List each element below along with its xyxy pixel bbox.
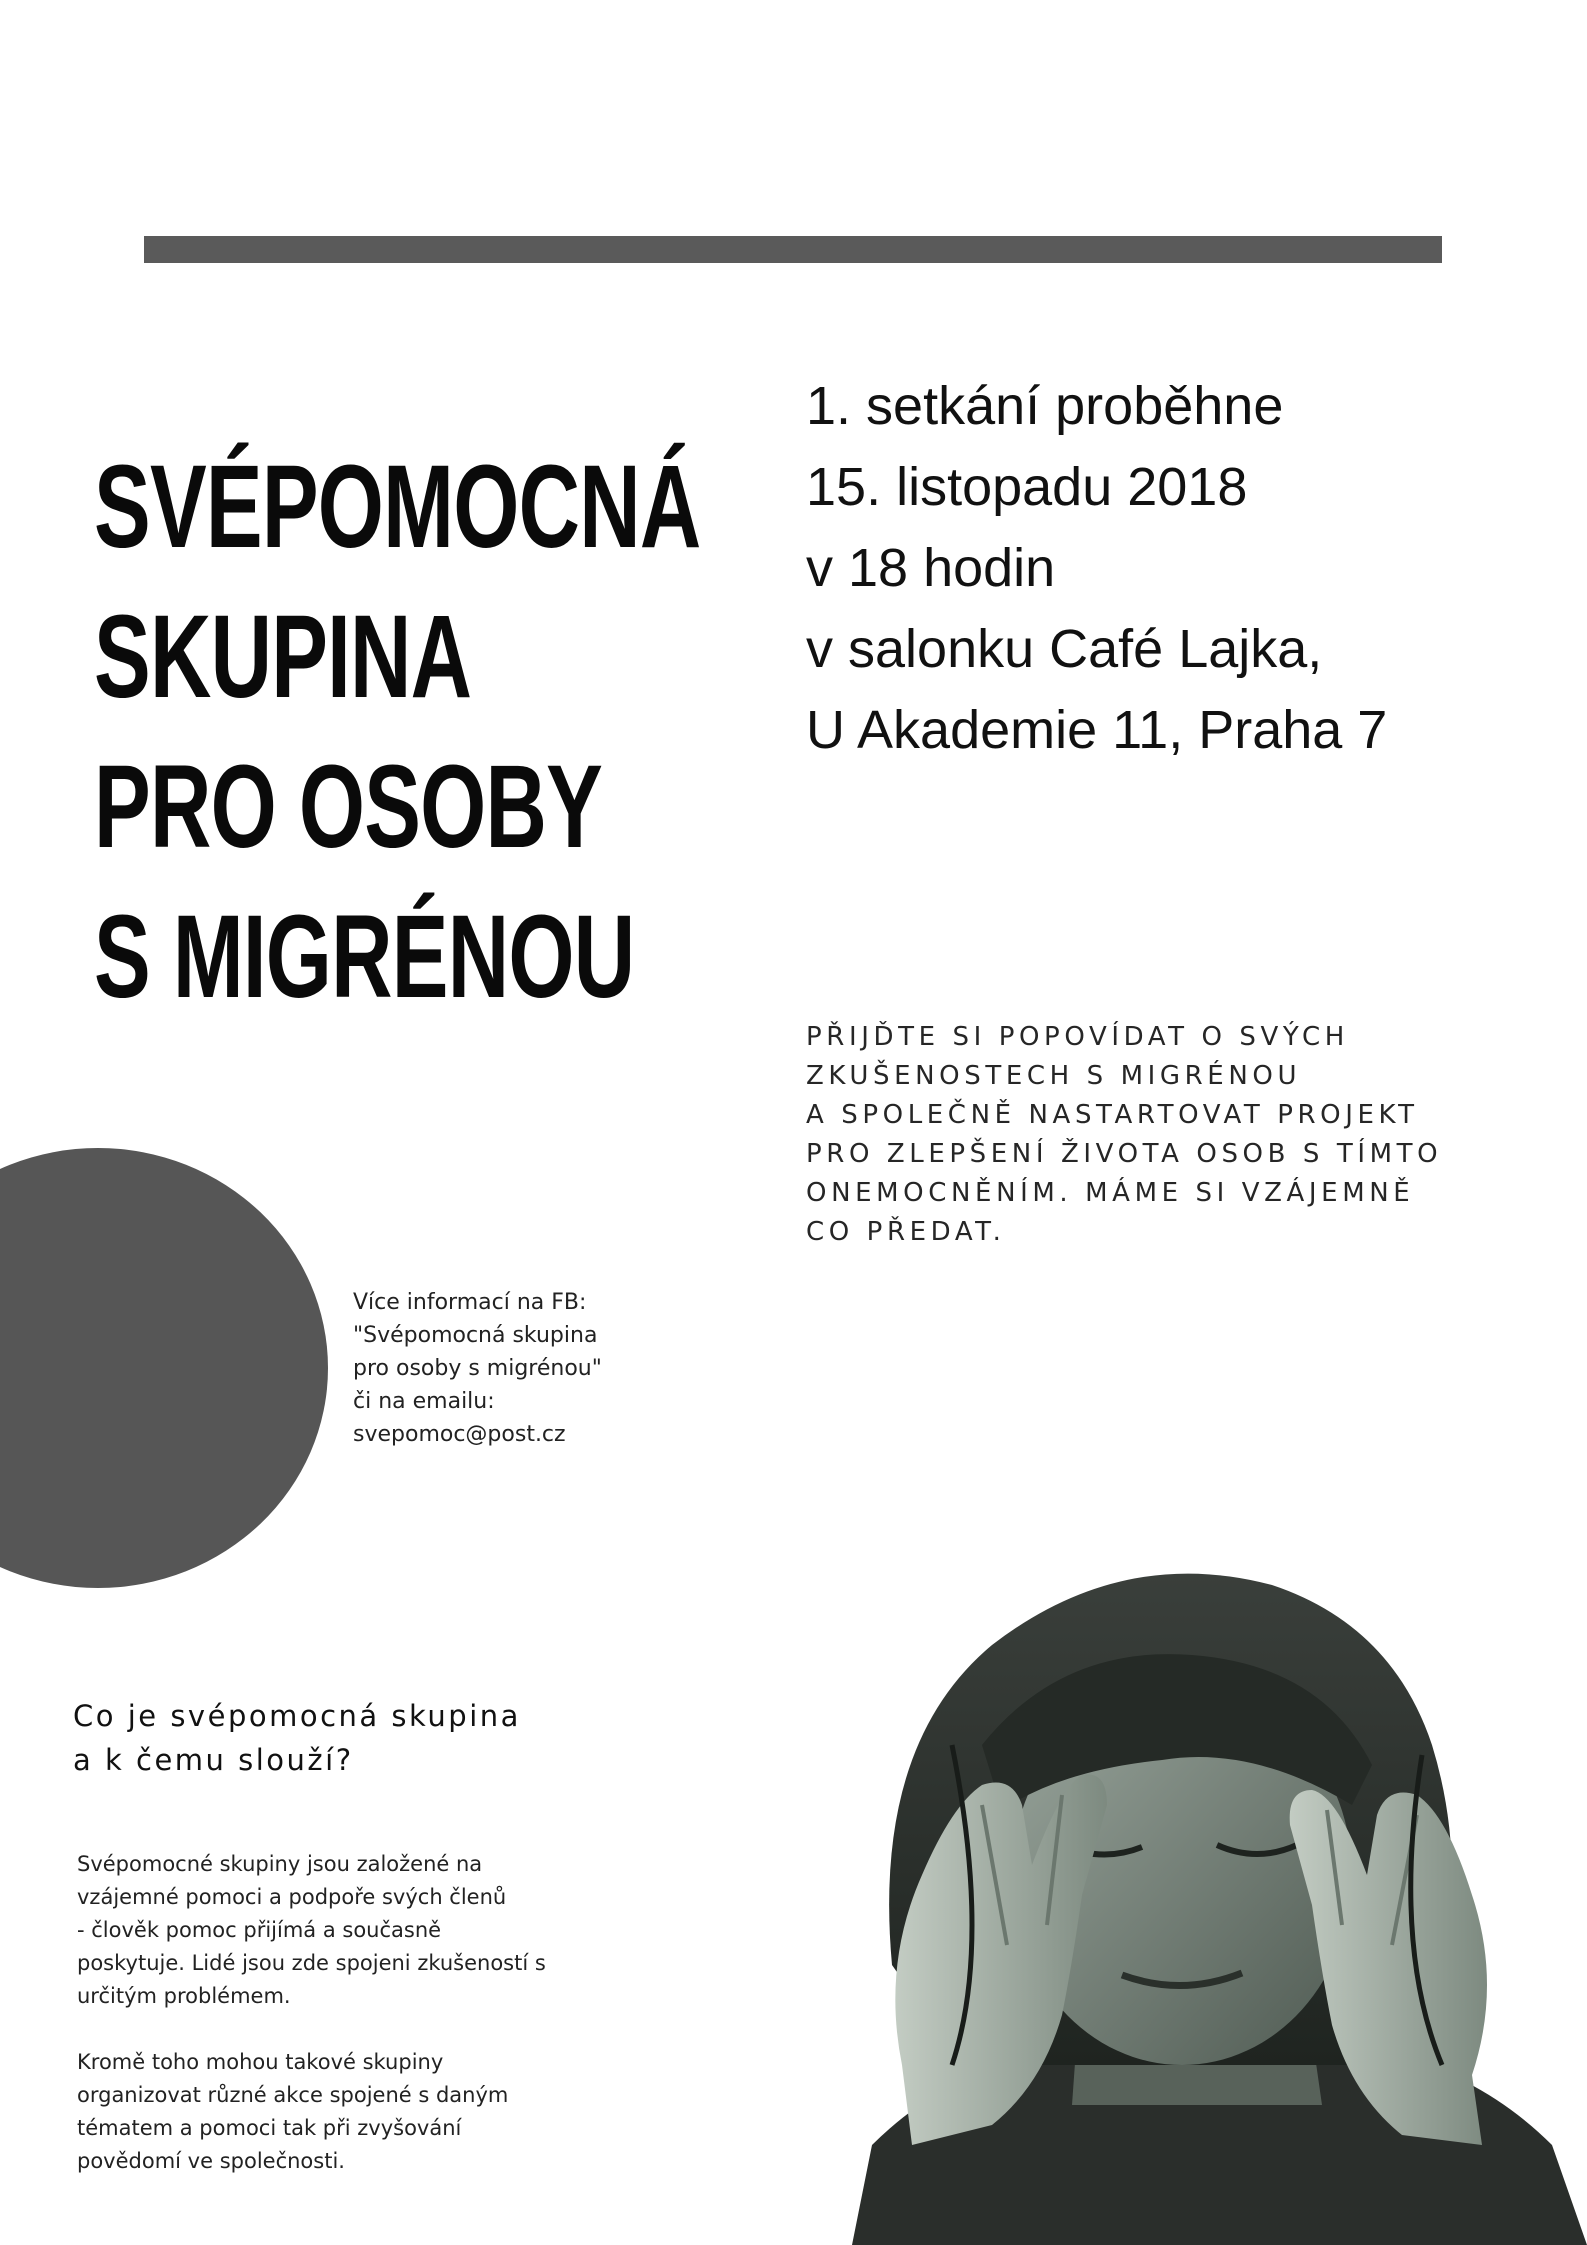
paragraph-line: povědomí ve společnosti. (77, 2149, 345, 2173)
contact-line: Více informací na FB: (353, 1290, 587, 1315)
title-line: SKUPINA (94, 591, 472, 723)
faq-heading-line: Co je svépomocná skupina (73, 1699, 521, 1733)
paragraph-line: Svépomocné skupiny jsou založené na (77, 1852, 483, 1876)
title-line: SVÉPOMOCNÁ (94, 441, 701, 573)
title-line: S MIGRÉNOU (94, 891, 635, 1023)
paragraph-line: poskytuje. Lidé jsou zde spojeni zkušeností s (77, 1951, 546, 1975)
paragraph-line: - člověk pomoc přijímá a současně (77, 1918, 442, 1942)
event-line: U Akademie 11, Praha 7 (806, 700, 1388, 760)
invite-line: PRO ZLEPŠENÍ ŽIVOTA OSOB S TÍMTO (806, 1139, 1443, 1169)
event-line: 15. listopadu 2018 (806, 457, 1248, 517)
paragraph-line: vzájemné pomoci a podpoře svých členů (77, 1885, 507, 1909)
invite-line: CO PŘEDAT. (806, 1217, 1006, 1247)
poster-title (94, 432, 701, 1032)
title-line: PRO OSOBY (94, 741, 603, 873)
contact-email: svepomoc@post.cz (353, 1422, 566, 1447)
event-line: 1. setkání proběhne (806, 376, 1284, 436)
faq-heading-line: a k čemu slouží? (73, 1743, 354, 1777)
faq-paragraph-1 (77, 1848, 546, 2013)
top-divider-bar (144, 236, 1442, 263)
event-line: v 18 hodin (806, 538, 1056, 598)
paragraph-line: určitým problémem. (77, 1984, 291, 2008)
paragraph-line: Kromě toho mohou takové skupiny (77, 2050, 444, 2074)
contact-line: pro osoby s migrénou" (353, 1356, 602, 1381)
decorative-circle (0, 1148, 328, 1588)
contact-line: či na emailu: (353, 1389, 495, 1414)
faq-heading (73, 1694, 521, 1782)
invite-line: PŘIJĎTE SI POPOVÍDAT O SVÝCH (806, 1022, 1349, 1052)
event-line: v salonku Café Lajka, (806, 619, 1323, 679)
invite-line: A SPOLEČNĚ NASTARTOVAT PROJEKT (806, 1100, 1419, 1130)
invite-line: ZKUŠENOSTECH S MIGRÉNOU (806, 1061, 1302, 1091)
event-details (806, 366, 1387, 771)
faq-paragraph-2 (77, 2046, 508, 2178)
contact-line: "Svépomocná skupina (353, 1323, 598, 1348)
paragraph-line: tématem a pomoci tak při zvyšování (77, 2116, 462, 2140)
invite-line: ONEMOCNĚNÍM. MÁME SI VZÁJEMNĚ (806, 1178, 1415, 1208)
invitation-text (806, 1018, 1442, 1252)
woman-holding-head-photo (832, 1545, 1587, 2245)
contact-info (353, 1286, 602, 1451)
paragraph-line: organizovat různé akce spojené s daným (77, 2083, 509, 2107)
